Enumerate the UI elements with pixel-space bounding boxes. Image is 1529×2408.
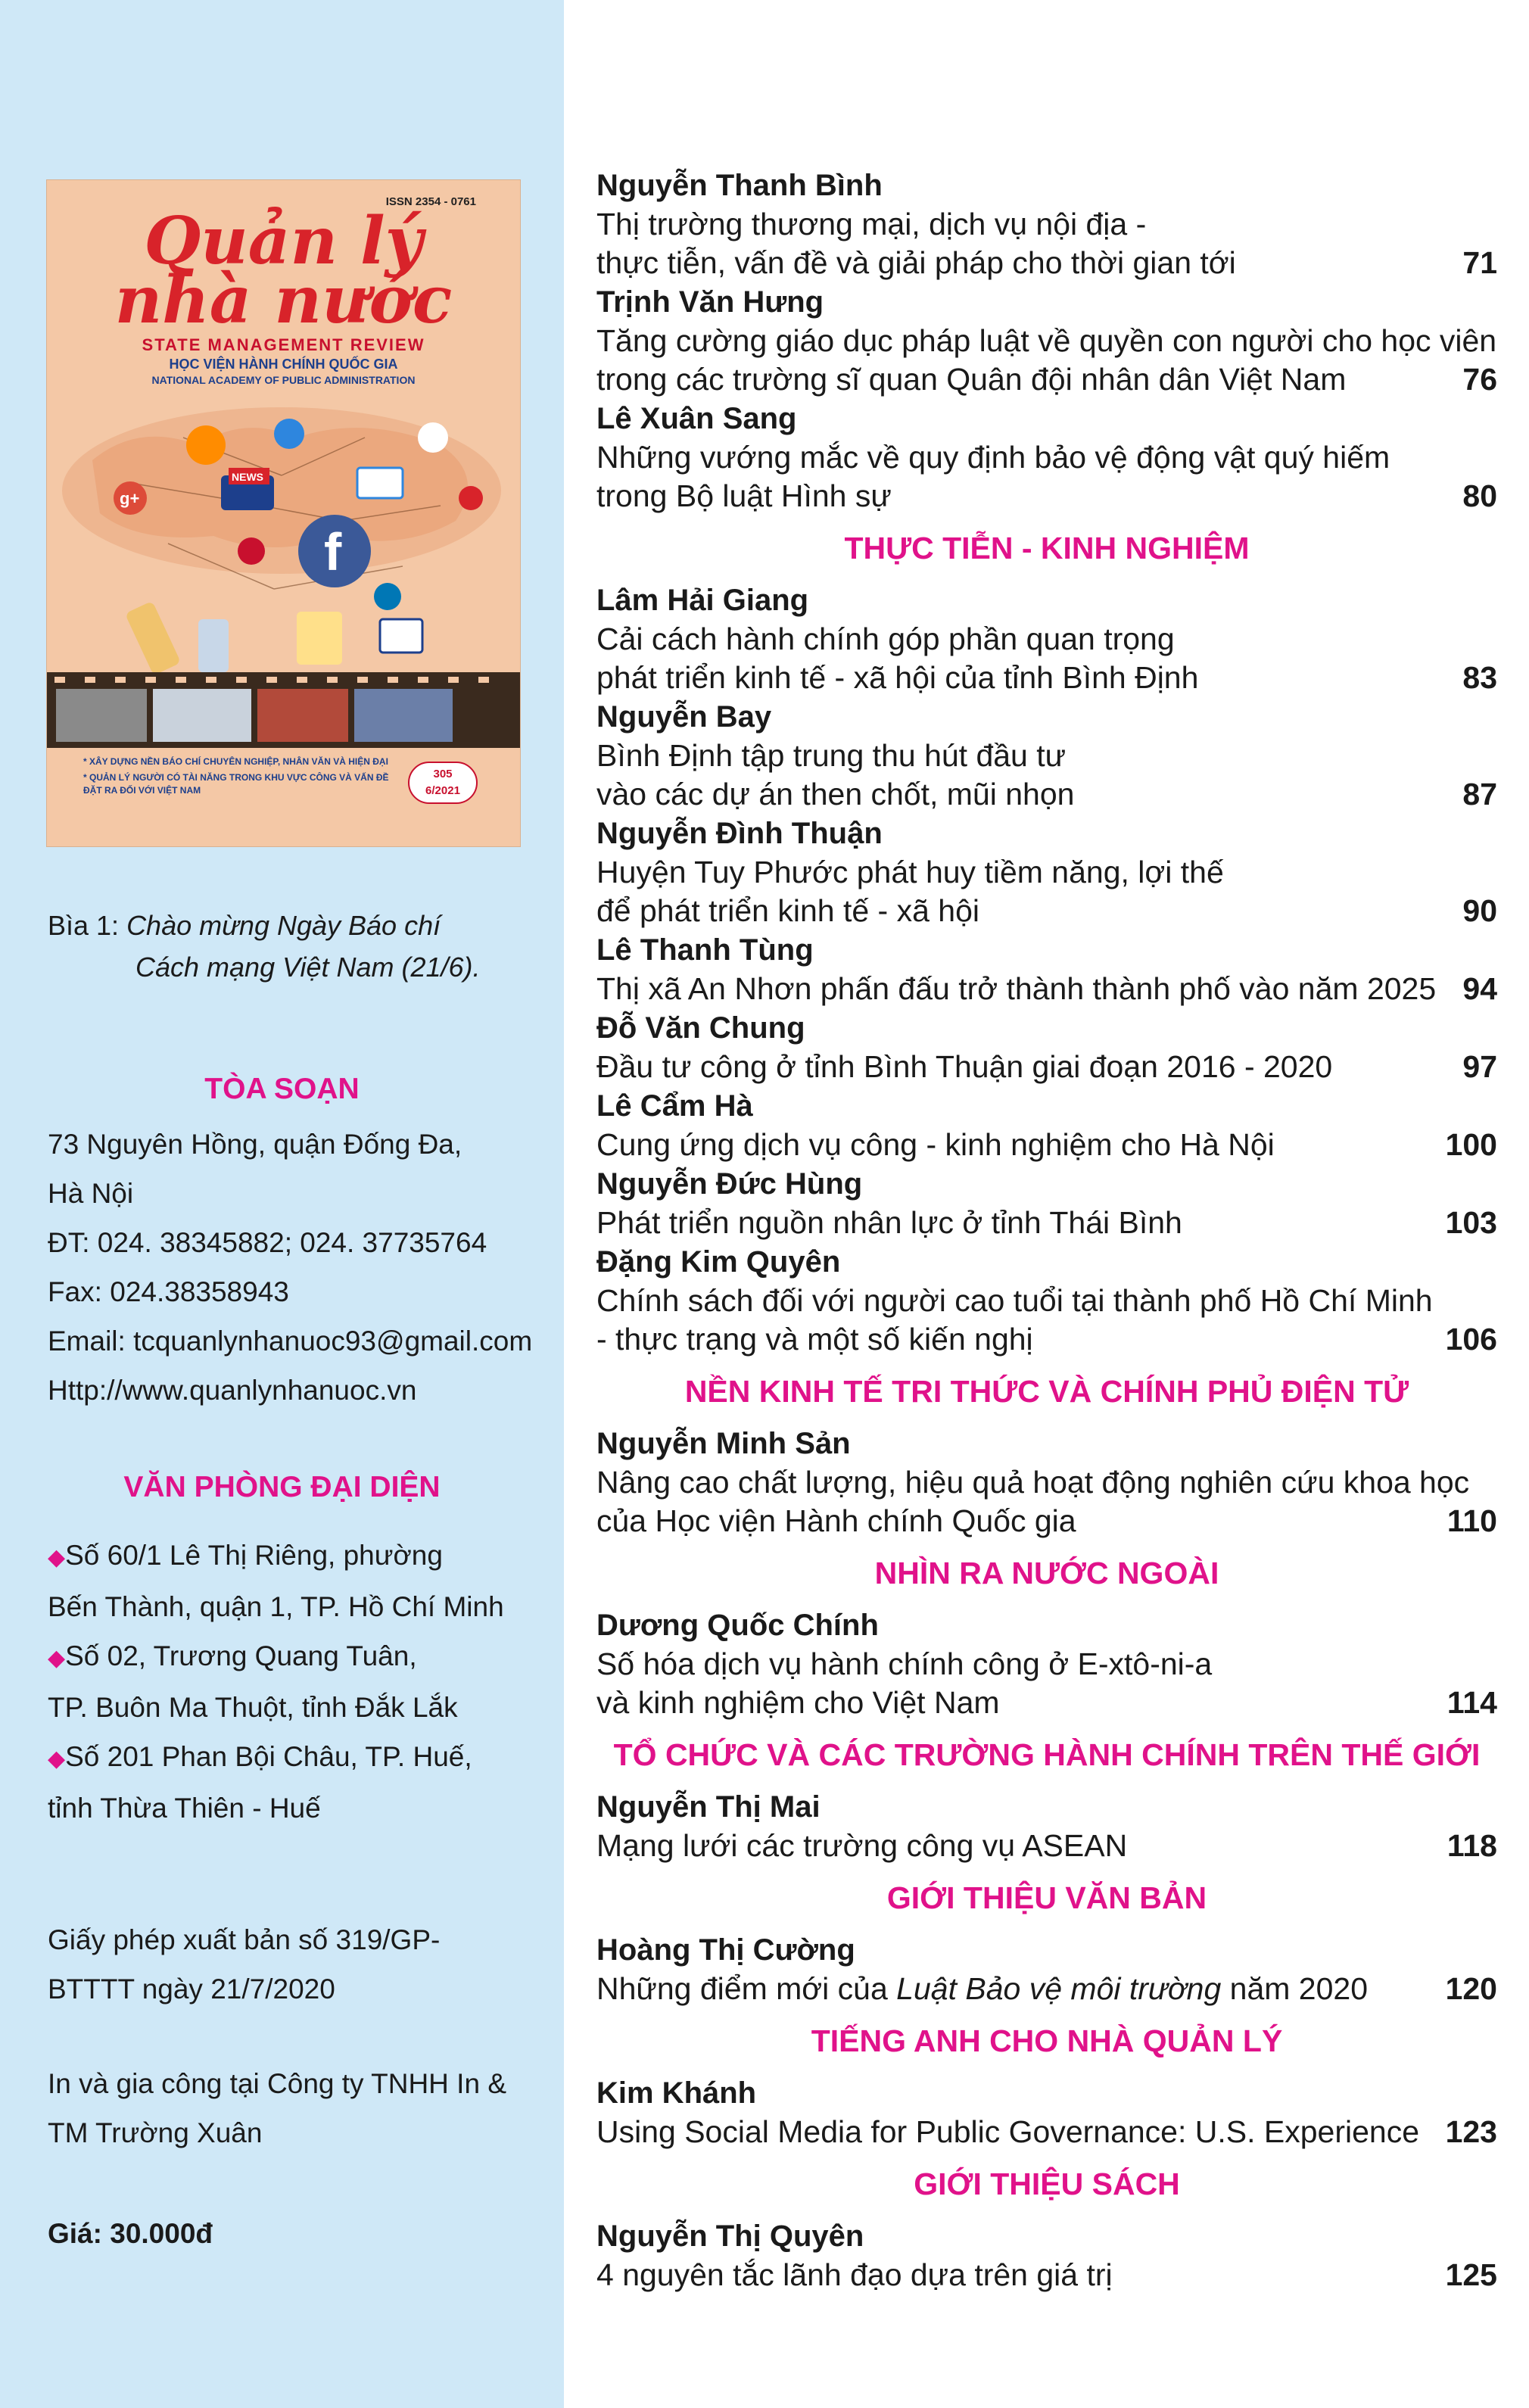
editorial-email[interactable]: Email: tcquanlynhanuoc93@gmail.com [48, 1325, 533, 1357]
printer-block [48, 2059, 562, 2157]
toc-entry-title: 4 nguyên tắc lãnh đạo dựa trên giá trị 125 [596, 2256, 1497, 2294]
toc-entry-title: của Học viện Hành chính Quốc gia 110 [596, 1502, 1497, 1540]
caption-label: Bìa 1: [48, 910, 127, 941]
toc-page-number: 123 [1445, 2114, 1497, 2149]
toc-author: Hoàng Thị Cường [596, 1933, 855, 1967]
cover-issue-badge [408, 762, 478, 804]
cover-bullet-2: * QUẢN LÝ NGƯỜI CÓ TÀI NĂNG TRONG KHU VỰC CÔNG VÀ VẤN ĐỀ ĐẶT RA ĐỐI VỚI VIỆT NAM [83, 772, 389, 796]
office-line: tỉnh Thừa Thiên - Huế [48, 1793, 321, 1824]
toc-entry-title: vào các dự án then chốt, mũi nhọn 87 [596, 775, 1497, 814]
toc-author: Nguyễn Thị Mai [596, 1790, 821, 1824]
license-block [48, 1915, 562, 2014]
toc-entry-title: thực tiễn, vấn đề và giải pháp cho thời gian tới 71 [596, 244, 1497, 282]
editorial-block [48, 1120, 562, 1415]
toc-author: Lê Thanh Tùng [596, 933, 814, 967]
toc-page-number: 125 [1445, 2257, 1497, 2292]
toc-entry-title: trong các trường sĩ quan Quân đội nhân dân Việt Nam 76 [596, 360, 1497, 399]
cover-issn: ISSN 2354 - 0761 [385, 195, 476, 208]
toc-page-number: 87 [1462, 777, 1497, 811]
caption-line1: Chào mừng Ngày Báo chí [126, 910, 441, 941]
cover-bullets [83, 755, 409, 800]
toc-entry-title: Chính sách đối với người cao tuổi tại thành phố Hồ Chí Minh [596, 1283, 1433, 1318]
cover-issue-date: 6/2021 [425, 784, 460, 797]
svg-text:NEWS: NEWS [232, 471, 263, 483]
office-line: TP. Buôn Ma Thuột, tỉnh Đắk Lắk [48, 1692, 458, 1723]
toc-author: Lê Cẩm Hà [596, 1089, 753, 1123]
toc-entry-title: - thực trạng và một số kiến nghị 106 [596, 1320, 1497, 1359]
editorial-fax: Fax: 024.38358943 [48, 1276, 289, 1307]
bullet-icon: ◆ [48, 1746, 66, 1771]
svg-text:f: f [324, 522, 342, 581]
toc-author: Nguyễn Thị Quyên [596, 2220, 864, 2253]
toc-author: Trịnh Văn Hưng [596, 285, 824, 319]
cover-illustration [47, 392, 520, 748]
caption-line2: Cách mạng Việt Nam (21/6). [135, 952, 481, 983]
toc-section-heading: THỰC TIỄN - KINH NGHIỆM [844, 531, 1250, 565]
pinterest-icon [238, 537, 265, 565]
license-line: Giấy phép xuất bản số 319/GP- [48, 1924, 441, 1955]
toc-page-number: 71 [1462, 245, 1497, 280]
toc-entry-title: Tăng cường giáo dục pháp luật về quyền con người cho học viên [596, 323, 1497, 358]
office-line: Số 201 Phan Bội Châu, TP. Huế, [65, 1741, 472, 1772]
printer-line: In và gia công tại Công ty TNHH In & [48, 2068, 507, 2099]
toc-entry-title: và kinh nghiệm cho Việt Nam 114 [596, 1684, 1497, 1722]
toc-page-number: 106 [1445, 1322, 1497, 1357]
toc-author: Kim Khánh [596, 2076, 757, 2110]
toc-page-number: 97 [1462, 1049, 1497, 1084]
toc-section-heading: GIỚI THIỆU SÁCH [914, 2167, 1180, 2201]
toc-entry-title: trong Bộ luật Hình sự 80 [596, 477, 1497, 516]
office-line: Bến Thành, quận 1, TP. Hồ Chí Minh [48, 1591, 504, 1622]
bullet-icon: ◆ [48, 1646, 66, 1671]
magazine-cover [47, 180, 520, 846]
toc-entry-title: Cải cách hành chính góp phần quan trọng [596, 621, 1175, 656]
editorial-heading: TÒA SOẠN [204, 1073, 360, 1105]
toc-author: Đặng Kim Quyên [596, 1245, 841, 1279]
editorial-website[interactable]: Http://www.quanlynhanuoc.vn [48, 1375, 417, 1406]
office-line: Số 02, Trương Quang Tuân, [65, 1640, 417, 1671]
toc-entry-title: phát triển kinh tế - xã hội của tỉnh Bình Định 83 [596, 659, 1497, 697]
price: Giá: 30.000đ [48, 2218, 213, 2249]
cover-subtitle-en: STATE MANAGEMENT REVIEW [142, 335, 425, 354]
toc-entry-title: Cung ứng dịch vụ công - kinh nghiệm cho Hà Nội 100 [596, 1126, 1497, 1164]
cover-subtitle-academy: NATIONAL ACADEMY OF PUBLIC ADMINISTRATION [151, 374, 416, 386]
license-line: BTTTT ngày 21/7/2020 [48, 1973, 335, 2005]
toc-entry-title: Mạng lưới các trường công vụ ASEAN 118 [596, 1827, 1497, 1865]
toc-section-heading: NỀN KINH TẾ TRI THỨC VÀ CHÍNH PHỦ ĐIỆN TỬ [684, 1374, 1409, 1409]
printer-line: TM Trường Xuân [48, 2117, 263, 2148]
editorial-phone: ĐT: 024. 38345882; 024. 37735764 [48, 1227, 487, 1258]
toc-author: Lê Xuân Sang [596, 402, 797, 435]
toc-author: Dương Quốc Chính [596, 1609, 879, 1642]
office-line: Số 60/1 Lê Thị Riêng, phường [65, 1540, 443, 1571]
toc-section-heading: GIỚI THIỆU VĂN BẢN [886, 1880, 1207, 1915]
cover-masthead-line2: nhà nước [114, 262, 453, 338]
table-of-contents [596, 166, 1497, 2294]
toc-page-number: 110 [1446, 1503, 1497, 1538]
toc-entry-title: Bình Định tập trung thu hút đầu tư [596, 738, 1067, 773]
toc-entry-title: Đầu tư công ở tỉnh Bình Thuận giai đoạn 2016 - 2020 97 [596, 1048, 1497, 1086]
toc-entry-title: để phát triển kinh tế - xã hội 90 [596, 892, 1497, 930]
editorial-line: 73 Nguyên Hồng, quận Đống Đa, [48, 1129, 462, 1160]
svg-text:g+: g+ [120, 489, 140, 508]
offices-block [48, 1531, 562, 1833]
toc-page-number: 120 [1445, 1971, 1497, 2006]
linkedin-icon [374, 583, 401, 610]
toc-page-number: 80 [1462, 478, 1497, 513]
rss-icon [186, 425, 226, 465]
toc-author: Lâm Hải Giang [596, 584, 809, 617]
toc-author: Đỗ Văn Chung [596, 1011, 805, 1045]
toc-entry-title: Phát triển nguồn nhân lực ở tỉnh Thái Bình 103 [596, 1204, 1497, 1242]
toc-entry-title: Thị xã An Nhơn phấn đấu trở thành thành phố vào năm 2025 94 [596, 970, 1497, 1008]
cover-masthead-line1: Quản lý [144, 203, 423, 279]
toc-page-number: 90 [1462, 893, 1497, 928]
toc-author: Nguyễn Bay [596, 700, 772, 734]
toc-entry-title: Nâng cao chất lượng, hiệu quả hoạt động nghiên cứu khoa học [596, 1465, 1470, 1500]
offices-heading: VĂN PHÒNG ĐẠI DIỆN [123, 1471, 441, 1503]
toc-page-number: 103 [1445, 1205, 1497, 1240]
toc-page-number: 100 [1445, 1127, 1497, 1162]
cover-caption [48, 905, 481, 988]
cover-issue-number: 305 [433, 768, 453, 780]
toc-section-heading: NHÌN RA NƯỚC NGOÀI [874, 1556, 1219, 1590]
toc-section-heading: TIẾNG ANH CHO NHÀ QUẢN LÝ [811, 2023, 1283, 2058]
toc-entry-title: Những vướng mắc về quy định bảo vệ động vật quý hiếm [596, 440, 1390, 475]
toc-entry-title: Số hóa dịch vụ hành chính công ở E-xtô-ni-a [596, 1646, 1213, 1681]
cover-subtitle-vn: HỌC VIỆN HÀNH CHÍNH QUỐC GIA [169, 357, 398, 372]
toc-author: Nguyễn Đức Hùng [596, 1167, 863, 1201]
toc-entry-title: Thị trường thương mại, dịch vụ nội địa - [596, 207, 1147, 241]
toc-page-number: 94 [1462, 971, 1497, 1006]
toc-page-number: 83 [1462, 660, 1497, 695]
toc-author: Nguyễn Minh Sản [596, 1427, 851, 1460]
toc-entry-title: Những điểm mới của Luật Bảo vệ môi trường năm 2020 120 [596, 1970, 1497, 2008]
toc-page-number: 118 [1446, 1828, 1497, 1863]
toc-author: Nguyễn Thanh Bình [596, 169, 883, 202]
cover-bullet-1: * XÂY DỰNG NỀN BÁO CHÍ CHUYÊN NGHIỆP, NHÂN VĂN VÀ HIỆN ĐẠI [83, 756, 388, 767]
toc-entry-title: Using Social Media for Public Governance: U.S. Experience 123 [596, 2113, 1497, 2151]
toc-page-number: 76 [1462, 362, 1497, 397]
toc-page-number: 114 [1446, 1685, 1497, 1720]
bullet-icon: ◆ [48, 1545, 66, 1570]
toc-section-heading: TỔ CHỨC VÀ CÁC TRƯỜNG HÀNH CHÍNH TRÊN THẾ GIỚI [613, 1737, 1481, 1772]
toc-entry-title: Huyện Tuy Phước phát huy tiềm năng, lợi thế [596, 855, 1224, 889]
toc-author: Nguyễn Đình Thuận [596, 817, 883, 850]
editorial-line: Hà Nội [48, 1178, 134, 1209]
